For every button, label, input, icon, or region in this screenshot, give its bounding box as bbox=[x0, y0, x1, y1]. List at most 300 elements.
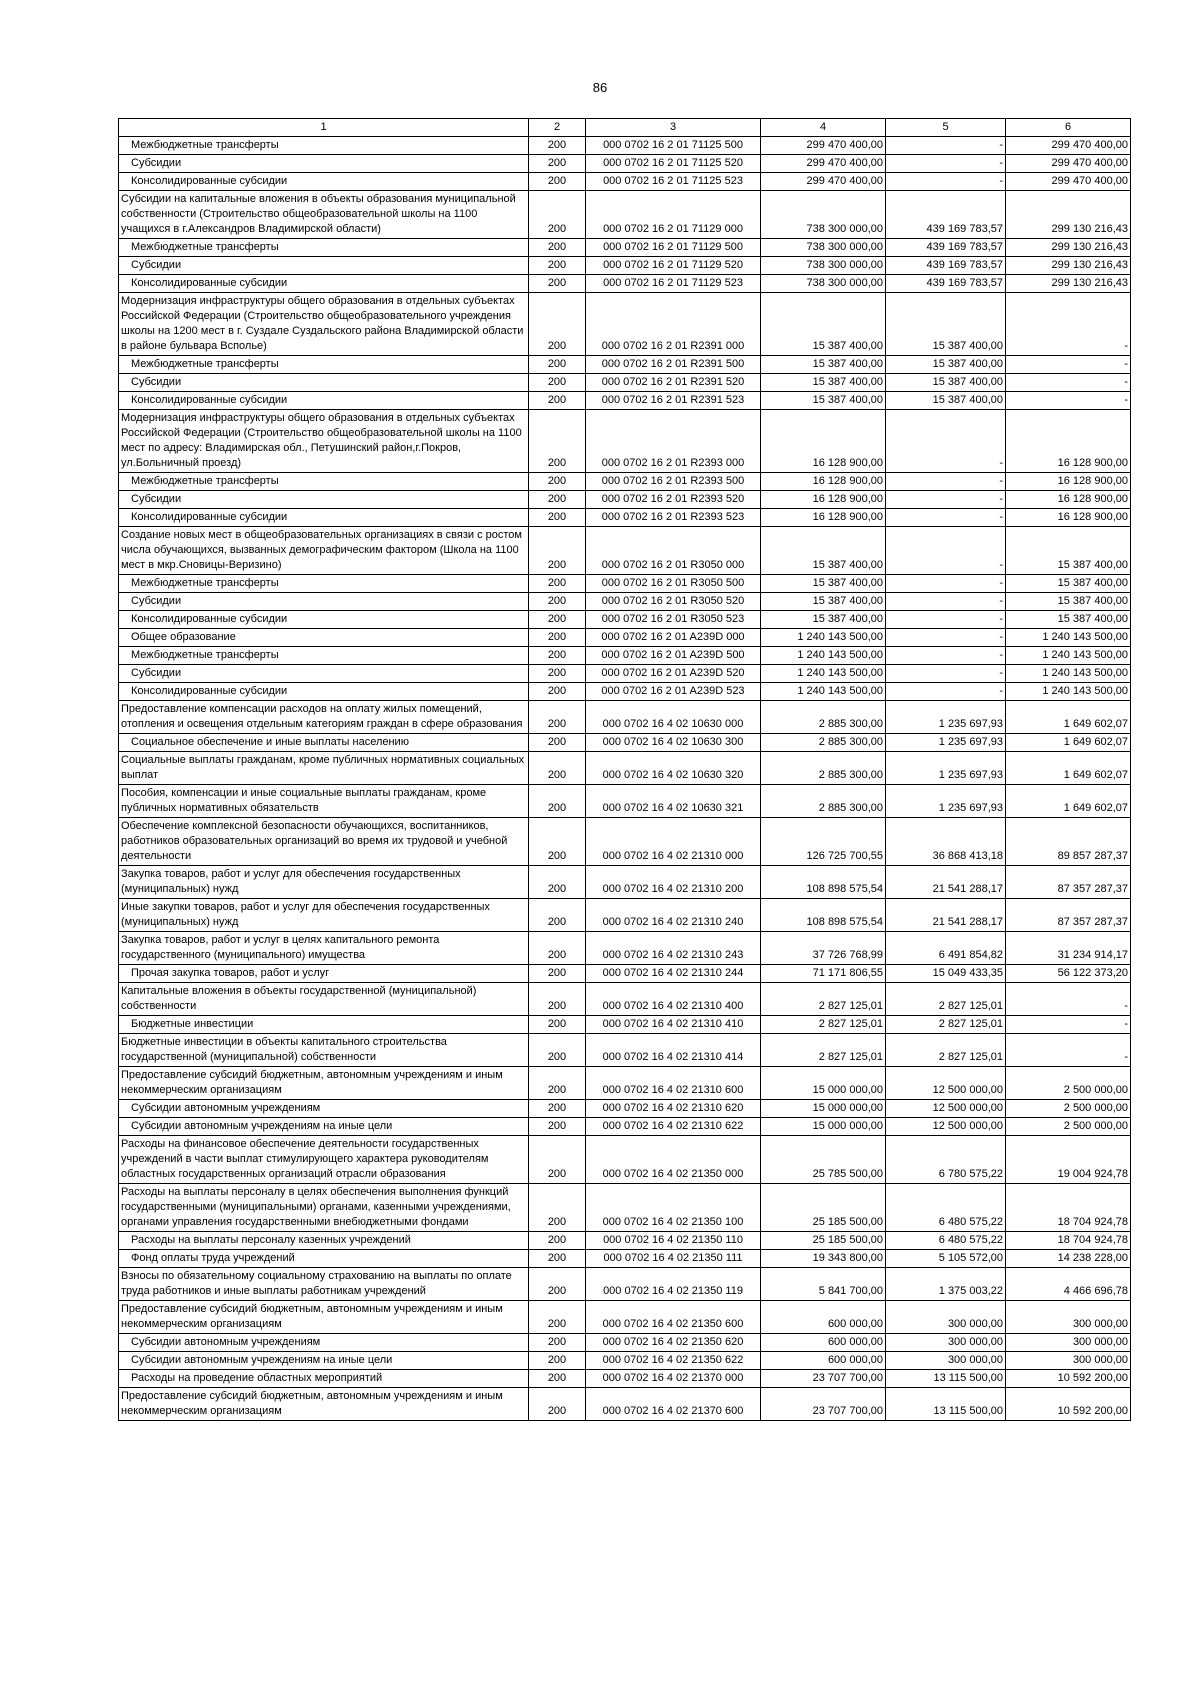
row-amount-cell: 2 827 125,01 bbox=[761, 1016, 886, 1034]
column-header: 1 bbox=[119, 119, 529, 137]
table-row bbox=[119, 866, 1131, 899]
row-code-cell: 200 bbox=[529, 173, 586, 191]
row-amount-cell: - bbox=[886, 665, 1006, 683]
row-amount-cell: - bbox=[1006, 1034, 1131, 1067]
row-code-cell: 200 bbox=[529, 239, 586, 257]
row-amount-cell: - bbox=[886, 647, 1006, 665]
row-classification-cell: 000 0702 16 4 02 21350 620 bbox=[586, 1334, 761, 1352]
row-amount-cell: - bbox=[886, 683, 1006, 701]
row-amount-cell: 15 387 400,00 bbox=[761, 593, 886, 611]
row-name-cell: Создание новых мест в общеобразовательных организациях в связи с ростом числа обучающихся, вызванных демографическим фактором (Школа на 1100 мест в мкр.Сновицы-Веризино) bbox=[119, 527, 529, 575]
row-classification-cell: 000 0702 16 4 02 21350 100 bbox=[586, 1184, 761, 1232]
table-row bbox=[119, 611, 1131, 629]
row-amount-cell: - bbox=[1006, 356, 1131, 374]
row-name-cell: Предоставление субсидий бюджетным, автономным учреждениям и иным некоммерческим организациям bbox=[119, 1301, 529, 1334]
table-row bbox=[119, 1370, 1131, 1388]
row-name-cell: Субсидии bbox=[119, 593, 529, 611]
row-amount-cell: 1 240 143 500,00 bbox=[1006, 647, 1131, 665]
row-classification-cell: 000 0702 16 4 02 21350 110 bbox=[586, 1232, 761, 1250]
row-amount-cell: 15 387 400,00 bbox=[761, 392, 886, 410]
row-code-cell: 200 bbox=[529, 374, 586, 392]
row-name-cell: Предоставление субсидий бюджетным, автономным учреждениям и иным некоммерческим организациям bbox=[119, 1067, 529, 1100]
column-header: 2 bbox=[529, 119, 586, 137]
row-amount-cell: 299 470 400,00 bbox=[761, 173, 886, 191]
row-amount-cell: 12 500 000,00 bbox=[886, 1067, 1006, 1100]
row-amount-cell: 71 171 806,55 bbox=[761, 965, 886, 983]
table-row bbox=[119, 701, 1131, 734]
row-amount-cell: 2 827 125,01 bbox=[761, 1034, 886, 1067]
row-name-cell: Субсидии автономным учреждениям на иные цели bbox=[119, 1118, 529, 1136]
row-code-cell: 200 bbox=[529, 734, 586, 752]
row-code-cell: 200 bbox=[529, 527, 586, 575]
row-amount-cell: 15 000 000,00 bbox=[761, 1100, 886, 1118]
row-code-cell: 200 bbox=[529, 683, 586, 701]
row-amount-cell: 1 240 143 500,00 bbox=[1006, 629, 1131, 647]
row-code-cell: 200 bbox=[529, 647, 586, 665]
row-amount-cell: - bbox=[886, 155, 1006, 173]
row-name-cell: Расходы на выплаты персоналу казенных учреждений bbox=[119, 1232, 529, 1250]
row-amount-cell: 10 592 200,00 bbox=[1006, 1388, 1131, 1421]
row-amount-cell: 300 000,00 bbox=[1006, 1352, 1131, 1370]
row-amount-cell: 16 128 900,00 bbox=[761, 509, 886, 527]
row-classification-cell: 000 0702 16 4 02 21310 414 bbox=[586, 1034, 761, 1067]
row-amount-cell: - bbox=[1006, 983, 1131, 1016]
row-amount-cell: 299 470 400,00 bbox=[1006, 137, 1131, 155]
row-amount-cell: 1 235 697,93 bbox=[886, 734, 1006, 752]
row-name-cell: Консолидированные субсидии bbox=[119, 275, 529, 293]
row-name-cell: Прочая закупка товаров, работ и услуг bbox=[119, 965, 529, 983]
row-amount-cell: 2 500 000,00 bbox=[1006, 1100, 1131, 1118]
row-amount-cell: 738 300 000,00 bbox=[761, 239, 886, 257]
row-code-cell: 200 bbox=[529, 509, 586, 527]
table-row bbox=[119, 191, 1131, 239]
row-classification-cell: 000 0702 16 4 02 21350 600 bbox=[586, 1301, 761, 1334]
row-code-cell: 200 bbox=[529, 752, 586, 785]
table-row bbox=[119, 155, 1131, 173]
row-name-cell: Бюджетные инвестиции bbox=[119, 1016, 529, 1034]
row-classification-cell: 000 0702 16 4 02 21370 000 bbox=[586, 1370, 761, 1388]
row-amount-cell: 16 128 900,00 bbox=[1006, 473, 1131, 491]
row-name-cell: Межбюджетные трансферты bbox=[119, 473, 529, 491]
row-name-cell: Предоставление субсидий бюджетным, автономным учреждениям и иным некоммерческим организациям bbox=[119, 1388, 529, 1421]
table-row bbox=[119, 785, 1131, 818]
row-code-cell: 200 bbox=[529, 593, 586, 611]
row-amount-cell: 15 387 400,00 bbox=[761, 293, 886, 356]
row-classification-cell: 000 0702 16 4 02 21310 410 bbox=[586, 1016, 761, 1034]
row-amount-cell: 6 780 575,22 bbox=[886, 1136, 1006, 1184]
row-classification-cell: 000 0702 16 2 01 R2393 523 bbox=[586, 509, 761, 527]
row-amount-cell: - bbox=[886, 629, 1006, 647]
row-amount-cell: 18 704 924,78 bbox=[1006, 1232, 1131, 1250]
row-amount-cell: 15 387 400,00 bbox=[886, 374, 1006, 392]
row-code-cell: 200 bbox=[529, 1136, 586, 1184]
row-amount-cell: - bbox=[886, 611, 1006, 629]
row-name-cell: Социальные выплаты гражданам, кроме публичных нормативных социальных выплат bbox=[119, 752, 529, 785]
row-amount-cell: 1 240 143 500,00 bbox=[761, 683, 886, 701]
row-amount-cell: 15 387 400,00 bbox=[1006, 575, 1131, 593]
row-name-cell: Модернизация инфраструктуры общего образования в отдельных субъектах Российской Федерации (Строительство общеобразовательной школы на 1100 мест по адресу: Владимирская обл., Петушинский район,г.Покров, ул.Больничный проезд) bbox=[119, 410, 529, 473]
row-amount-cell: - bbox=[886, 410, 1006, 473]
row-name-cell: Межбюджетные трансферты bbox=[119, 137, 529, 155]
row-classification-cell: 000 0702 16 4 02 21310 200 bbox=[586, 866, 761, 899]
row-code-cell: 200 bbox=[529, 629, 586, 647]
row-code-cell: 200 bbox=[529, 965, 586, 983]
row-name-cell: Расходы на проведение областных мероприятий bbox=[119, 1370, 529, 1388]
row-code-cell: 200 bbox=[529, 1334, 586, 1352]
row-code-cell: 200 bbox=[529, 1250, 586, 1268]
table-row bbox=[119, 932, 1131, 965]
table-row bbox=[119, 965, 1131, 983]
row-amount-cell: 299 470 400,00 bbox=[1006, 155, 1131, 173]
row-amount-cell: 15 387 400,00 bbox=[761, 356, 886, 374]
row-amount-cell: 300 000,00 bbox=[886, 1301, 1006, 1334]
row-amount-cell: 18 704 924,78 bbox=[1006, 1184, 1131, 1232]
table-row bbox=[119, 665, 1131, 683]
row-amount-cell: 300 000,00 bbox=[1006, 1334, 1131, 1352]
row-classification-cell: 000 0702 16 4 02 21370 600 bbox=[586, 1388, 761, 1421]
row-amount-cell: 1 649 602,07 bbox=[1006, 734, 1131, 752]
row-classification-cell: 000 0702 16 2 01 R3050 523 bbox=[586, 611, 761, 629]
row-classification-cell: 000 0702 16 4 02 21310 620 bbox=[586, 1100, 761, 1118]
row-amount-cell: 25 185 500,00 bbox=[761, 1232, 886, 1250]
row-amount-cell: 12 500 000,00 bbox=[886, 1100, 1006, 1118]
row-name-cell: Расходы на финансовое обеспечение деятельности государственных учреждений в части выплат стимулирующего характера руководителям областных государственных организаций отрасли образования bbox=[119, 1136, 529, 1184]
row-classification-cell: 000 0702 16 4 02 10630 000 bbox=[586, 701, 761, 734]
row-amount-cell: 2 885 300,00 bbox=[761, 734, 886, 752]
table-row bbox=[119, 983, 1131, 1016]
row-classification-cell: 000 0702 16 2 01 71129 523 bbox=[586, 275, 761, 293]
row-amount-cell: 15 387 400,00 bbox=[761, 575, 886, 593]
row-code-cell: 200 bbox=[529, 611, 586, 629]
row-amount-cell: 299 130 216,43 bbox=[1006, 275, 1131, 293]
row-name-cell: Субсидии на капитальные вложения в объекты образования муниципальной собственности (Строительство общеобразовательной школы на 1100 учащихся в г.Александров Владимирской области) bbox=[119, 191, 529, 239]
row-classification-cell: 000 0702 16 2 01 R2393 520 bbox=[586, 491, 761, 509]
table-row bbox=[119, 239, 1131, 257]
row-name-cell: Субсидии bbox=[119, 155, 529, 173]
row-amount-cell: 2 885 300,00 bbox=[761, 701, 886, 734]
row-amount-cell: 10 592 200,00 bbox=[1006, 1370, 1131, 1388]
row-amount-cell: 21 541 288,17 bbox=[886, 866, 1006, 899]
row-name-cell: Закупка товаров, работ и услуг для обеспечения государственных (муниципальных) нужд bbox=[119, 866, 529, 899]
table-row bbox=[119, 818, 1131, 866]
row-name-cell: Закупка товаров, работ и услуг в целях капитального ремонта государственного (муниципального) имущества bbox=[119, 932, 529, 965]
row-amount-cell: 15 049 433,35 bbox=[886, 965, 1006, 983]
row-amount-cell: 56 122 373,20 bbox=[1006, 965, 1131, 983]
table-row bbox=[119, 1232, 1131, 1250]
row-classification-cell: 000 0702 16 4 02 21350 119 bbox=[586, 1268, 761, 1301]
row-amount-cell: 16 128 900,00 bbox=[1006, 410, 1131, 473]
row-amount-cell: 89 857 287,37 bbox=[1006, 818, 1131, 866]
table-row bbox=[119, 257, 1131, 275]
row-code-cell: 200 bbox=[529, 866, 586, 899]
row-code-cell: 200 bbox=[529, 356, 586, 374]
row-amount-cell: 300 000,00 bbox=[886, 1334, 1006, 1352]
table-row bbox=[119, 173, 1131, 191]
row-amount-cell: - bbox=[1006, 392, 1131, 410]
table-row bbox=[119, 1034, 1131, 1067]
row-classification-cell: 000 0702 16 2 01 R2391 500 bbox=[586, 356, 761, 374]
table-row bbox=[119, 1334, 1131, 1352]
row-classification-cell: 000 0702 16 2 01 A239D 523 bbox=[586, 683, 761, 701]
table-row bbox=[119, 734, 1131, 752]
row-amount-cell: 5 841 700,00 bbox=[761, 1268, 886, 1301]
row-code-cell: 200 bbox=[529, 293, 586, 356]
row-name-cell: Консолидированные субсидии bbox=[119, 392, 529, 410]
row-code-cell: 200 bbox=[529, 491, 586, 509]
row-amount-cell: 299 130 216,43 bbox=[1006, 191, 1131, 239]
table-row bbox=[119, 275, 1131, 293]
row-classification-cell: 000 0702 16 4 02 10630 321 bbox=[586, 785, 761, 818]
row-code-cell: 200 bbox=[529, 1184, 586, 1232]
row-classification-cell: 000 0702 16 2 01 A239D 520 bbox=[586, 665, 761, 683]
row-amount-cell: 15 000 000,00 bbox=[761, 1067, 886, 1100]
row-classification-cell: 000 0702 16 2 01 71129 500 bbox=[586, 239, 761, 257]
table-row bbox=[119, 899, 1131, 932]
row-amount-cell: 15 000 000,00 bbox=[761, 1118, 886, 1136]
row-name-cell: Предоставление компенсации расходов на оплату жилых помещений, отопления и освещения отдельным категориям граждан в сфере образования bbox=[119, 701, 529, 734]
row-name-cell: Субсидии автономным учреждениям на иные цели bbox=[119, 1352, 529, 1370]
row-amount-cell: 2 827 125,01 bbox=[761, 983, 886, 1016]
row-amount-cell: 1 235 697,93 bbox=[886, 752, 1006, 785]
row-name-cell: Фонд оплаты труда учреждений bbox=[119, 1250, 529, 1268]
row-amount-cell: 738 300 000,00 bbox=[761, 191, 886, 239]
row-amount-cell: 6 491 854,82 bbox=[886, 932, 1006, 965]
row-classification-cell: 000 0702 16 4 02 21310 243 bbox=[586, 932, 761, 965]
row-amount-cell: 15 387 400,00 bbox=[761, 611, 886, 629]
table-row bbox=[119, 1184, 1131, 1232]
row-classification-cell: 000 0702 16 2 01 71125 520 bbox=[586, 155, 761, 173]
row-amount-cell: 439 169 783,57 bbox=[886, 239, 1006, 257]
row-amount-cell: 5 105 572,00 bbox=[886, 1250, 1006, 1268]
table-header-row bbox=[119, 119, 1131, 137]
row-classification-cell: 000 0702 16 2 01 A239D 500 bbox=[586, 647, 761, 665]
row-name-cell: Консолидированные субсидии bbox=[119, 683, 529, 701]
row-name-cell: Взносы по обязательному социальному страхованию на выплаты по оплате труда работников и иные выплаты работникам учреждений bbox=[119, 1268, 529, 1301]
row-classification-cell: 000 0702 16 4 02 21350 622 bbox=[586, 1352, 761, 1370]
row-name-cell: Консолидированные субсидии bbox=[119, 509, 529, 527]
row-name-cell: Расходы на выплаты персоналу в целях обеспечения выполнения функций государственными (муниципальными) органами, казенными учреждениями, органами управления государственными внебюджетными фондами bbox=[119, 1184, 529, 1232]
row-amount-cell: 15 387 400,00 bbox=[1006, 611, 1131, 629]
row-name-cell: Консолидированные субсидии bbox=[119, 611, 529, 629]
row-amount-cell: 21 541 288,17 bbox=[886, 899, 1006, 932]
row-amount-cell: 1 240 143 500,00 bbox=[1006, 665, 1131, 683]
row-name-cell: Субсидии bbox=[119, 665, 529, 683]
row-classification-cell: 000 0702 16 4 02 21310 400 bbox=[586, 983, 761, 1016]
row-classification-cell: 000 0702 16 4 02 21310 000 bbox=[586, 818, 761, 866]
row-amount-cell: 1 235 697,93 bbox=[886, 701, 1006, 734]
row-code-cell: 200 bbox=[529, 473, 586, 491]
table-row bbox=[119, 1250, 1131, 1268]
column-header: 5 bbox=[886, 119, 1006, 137]
row-code-cell: 200 bbox=[529, 410, 586, 473]
table-row bbox=[119, 629, 1131, 647]
row-amount-cell: 15 387 400,00 bbox=[761, 374, 886, 392]
row-classification-cell: 000 0702 16 2 01 R2391 523 bbox=[586, 392, 761, 410]
table-row bbox=[119, 509, 1131, 527]
row-amount-cell: 16 128 900,00 bbox=[761, 410, 886, 473]
row-amount-cell: - bbox=[886, 137, 1006, 155]
row-amount-cell: 600 000,00 bbox=[761, 1334, 886, 1352]
row-classification-cell: 000 0702 16 2 01 71125 500 bbox=[586, 137, 761, 155]
row-amount-cell: 25 185 500,00 bbox=[761, 1184, 886, 1232]
row-amount-cell: 1 240 143 500,00 bbox=[761, 665, 886, 683]
row-classification-cell: 000 0702 16 4 02 21350 000 bbox=[586, 1136, 761, 1184]
row-amount-cell: 600 000,00 bbox=[761, 1301, 886, 1334]
row-amount-cell: 439 169 783,57 bbox=[886, 191, 1006, 239]
row-classification-cell: 000 0702 16 2 01 71129 520 bbox=[586, 257, 761, 275]
row-name-cell: Межбюджетные трансферты bbox=[119, 575, 529, 593]
row-amount-cell: 738 300 000,00 bbox=[761, 257, 886, 275]
row-amount-cell: 14 238 228,00 bbox=[1006, 1250, 1131, 1268]
row-amount-cell: 31 234 914,17 bbox=[1006, 932, 1131, 965]
row-name-cell: Субсидии bbox=[119, 257, 529, 275]
row-amount-cell: 16 128 900,00 bbox=[1006, 491, 1131, 509]
row-code-cell: 200 bbox=[529, 257, 586, 275]
column-header: 4 bbox=[761, 119, 886, 137]
row-amount-cell: 1 649 602,07 bbox=[1006, 701, 1131, 734]
row-amount-cell: 2 885 300,00 bbox=[761, 785, 886, 818]
row-code-cell: 200 bbox=[529, 1232, 586, 1250]
row-code-cell: 200 bbox=[529, 701, 586, 734]
row-amount-cell: 36 868 413,18 bbox=[886, 818, 1006, 866]
row-name-cell: Субсидии автономным учреждениям bbox=[119, 1334, 529, 1352]
row-amount-cell: 108 898 575,54 bbox=[761, 866, 886, 899]
row-classification-cell: 000 0702 16 4 02 21310 240 bbox=[586, 899, 761, 932]
row-amount-cell: - bbox=[886, 593, 1006, 611]
table-row bbox=[119, 1118, 1131, 1136]
row-amount-cell: 299 470 400,00 bbox=[761, 155, 886, 173]
table-row bbox=[119, 1268, 1131, 1301]
row-name-cell: Социальное обеспечение и иные выплаты населению bbox=[119, 734, 529, 752]
row-amount-cell: - bbox=[886, 473, 1006, 491]
row-amount-cell: 2 827 125,01 bbox=[886, 1016, 1006, 1034]
row-name-cell: Субсидии автономным учреждениям bbox=[119, 1100, 529, 1118]
row-amount-cell: 1 235 697,93 bbox=[886, 785, 1006, 818]
budget-table bbox=[118, 118, 1131, 1421]
row-amount-cell: 2 827 125,01 bbox=[886, 1034, 1006, 1067]
row-code-cell: 200 bbox=[529, 983, 586, 1016]
row-amount-cell: 299 470 400,00 bbox=[1006, 173, 1131, 191]
row-amount-cell: - bbox=[886, 527, 1006, 575]
row-classification-cell: 000 0702 16 4 02 21350 111 bbox=[586, 1250, 761, 1268]
row-code-cell: 200 bbox=[529, 932, 586, 965]
row-code-cell: 200 bbox=[529, 1118, 586, 1136]
table-row bbox=[119, 137, 1131, 155]
row-name-cell: Межбюджетные трансферты bbox=[119, 356, 529, 374]
row-amount-cell: 1 240 143 500,00 bbox=[761, 647, 886, 665]
row-amount-cell: 1 375 003,22 bbox=[886, 1268, 1006, 1301]
row-amount-cell: 4 466 696,78 bbox=[1006, 1268, 1131, 1301]
row-amount-cell: - bbox=[886, 491, 1006, 509]
row-amount-cell: 16 128 900,00 bbox=[1006, 509, 1131, 527]
row-name-cell: Иные закупки товаров, работ и услуг для обеспечения государственных (муниципальных) нужд bbox=[119, 899, 529, 932]
row-amount-cell: 15 387 400,00 bbox=[886, 392, 1006, 410]
row-amount-cell: 15 387 400,00 bbox=[886, 356, 1006, 374]
table-row bbox=[119, 374, 1131, 392]
row-code-cell: 200 bbox=[529, 899, 586, 932]
table-row bbox=[119, 293, 1131, 356]
row-amount-cell: 1 240 143 500,00 bbox=[1006, 683, 1131, 701]
row-amount-cell: 15 387 400,00 bbox=[886, 293, 1006, 356]
row-amount-cell: - bbox=[886, 509, 1006, 527]
table-row bbox=[119, 1388, 1131, 1421]
row-amount-cell: - bbox=[1006, 1016, 1131, 1034]
row-amount-cell: - bbox=[886, 173, 1006, 191]
column-header: 3 bbox=[586, 119, 761, 137]
row-classification-cell: 000 0702 16 2 01 A239D 000 bbox=[586, 629, 761, 647]
row-amount-cell: 1 649 602,07 bbox=[1006, 785, 1131, 818]
table-row bbox=[119, 1352, 1131, 1370]
table-row bbox=[119, 1016, 1131, 1034]
row-amount-cell: 2 500 000,00 bbox=[1006, 1067, 1131, 1100]
row-code-cell: 200 bbox=[529, 1388, 586, 1421]
row-amount-cell: 439 169 783,57 bbox=[886, 257, 1006, 275]
row-name-cell: Межбюджетные трансферты bbox=[119, 647, 529, 665]
row-name-cell: Межбюджетные трансферты bbox=[119, 239, 529, 257]
row-amount-cell: 15 387 400,00 bbox=[1006, 527, 1131, 575]
table-row bbox=[119, 683, 1131, 701]
row-amount-cell: 2 885 300,00 bbox=[761, 752, 886, 785]
table-row bbox=[119, 1100, 1131, 1118]
row-code-cell: 200 bbox=[529, 665, 586, 683]
table-row bbox=[119, 473, 1131, 491]
row-classification-cell: 000 0702 16 2 01 R2393 000 bbox=[586, 410, 761, 473]
row-code-cell: 200 bbox=[529, 785, 586, 818]
row-amount-cell: 108 898 575,54 bbox=[761, 899, 886, 932]
table-row bbox=[119, 1301, 1131, 1334]
row-amount-cell: 1 649 602,07 bbox=[1006, 752, 1131, 785]
table-row bbox=[119, 491, 1131, 509]
row-name-cell: Субсидии bbox=[119, 491, 529, 509]
row-amount-cell: 300 000,00 bbox=[1006, 1301, 1131, 1334]
row-code-cell: 200 bbox=[529, 1067, 586, 1100]
row-amount-cell: 23 707 700,00 bbox=[761, 1388, 886, 1421]
row-amount-cell: 126 725 700,55 bbox=[761, 818, 886, 866]
row-amount-cell: 37 726 768,99 bbox=[761, 932, 886, 965]
row-amount-cell: 6 480 575,22 bbox=[886, 1232, 1006, 1250]
row-code-cell: 200 bbox=[529, 275, 586, 293]
row-code-cell: 200 bbox=[529, 818, 586, 866]
row-amount-cell: 299 130 216,43 bbox=[1006, 257, 1131, 275]
row-code-cell: 200 bbox=[529, 1016, 586, 1034]
row-amount-cell: 13 115 500,00 bbox=[886, 1388, 1006, 1421]
row-classification-cell: 000 0702 16 4 02 10630 300 bbox=[586, 734, 761, 752]
row-classification-cell: 000 0702 16 2 01 R3050 520 bbox=[586, 593, 761, 611]
row-amount-cell: 19 343 800,00 bbox=[761, 1250, 886, 1268]
row-amount-cell: 12 500 000,00 bbox=[886, 1118, 1006, 1136]
row-code-cell: 200 bbox=[529, 1268, 586, 1301]
row-classification-cell: 000 0702 16 4 02 21310 244 bbox=[586, 965, 761, 983]
column-header: 6 bbox=[1006, 119, 1131, 137]
row-amount-cell: 300 000,00 bbox=[886, 1352, 1006, 1370]
row-code-cell: 200 bbox=[529, 392, 586, 410]
table-row bbox=[119, 392, 1131, 410]
row-amount-cell: 2 827 125,01 bbox=[886, 983, 1006, 1016]
row-classification-cell: 000 0702 16 4 02 21310 600 bbox=[586, 1067, 761, 1100]
row-code-cell: 200 bbox=[529, 1301, 586, 1334]
row-classification-cell: 000 0702 16 2 01 R3050 000 bbox=[586, 527, 761, 575]
table-row bbox=[119, 575, 1131, 593]
row-name-cell: Общее образование bbox=[119, 629, 529, 647]
row-amount-cell: 13 115 500,00 bbox=[886, 1370, 1006, 1388]
row-code-cell: 200 bbox=[529, 1034, 586, 1067]
table-row bbox=[119, 593, 1131, 611]
row-amount-cell: - bbox=[1006, 293, 1131, 356]
row-name-cell: Модернизация инфраструктуры общего образования в отдельных субъектах Российской Федерации (Строительство общеобразовательного учреждения школы на 1200 мест в г. Суздале Суздальского района Владимирской области в районе бульвара Всполье) bbox=[119, 293, 529, 356]
row-amount-cell: 2 500 000,00 bbox=[1006, 1118, 1131, 1136]
row-classification-cell: 000 0702 16 4 02 21310 622 bbox=[586, 1118, 761, 1136]
row-code-cell: 200 bbox=[529, 191, 586, 239]
